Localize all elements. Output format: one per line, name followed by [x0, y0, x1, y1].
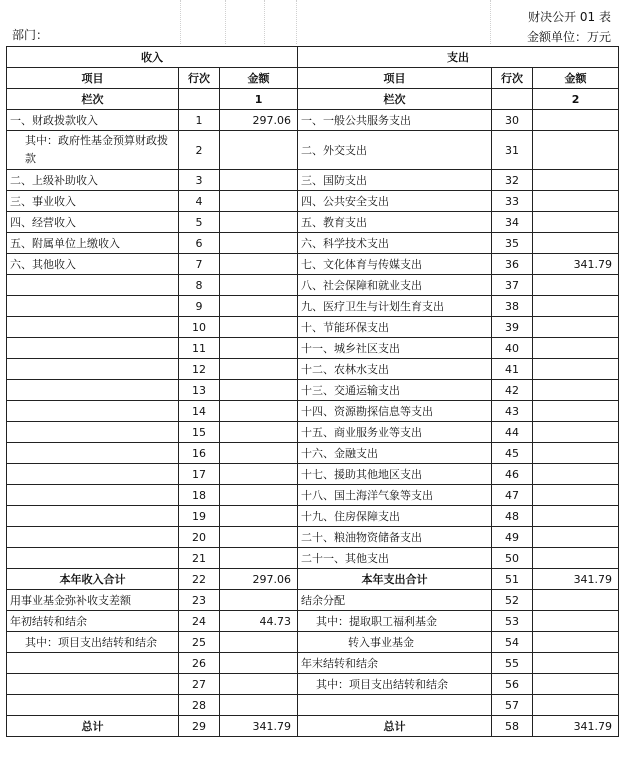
income-item-cell [7, 296, 179, 317]
income-row-cell: 24 [179, 611, 220, 632]
income-row-cell: 26 [179, 653, 220, 674]
expense-item-cell: 十三、交通运输支出 [298, 380, 492, 401]
income-item-cell: 一、财政拨款收入 [7, 110, 179, 131]
income-amount-cell [220, 275, 298, 296]
expense-amount-cell [533, 506, 619, 527]
expense-item-cell: 其中：项目支出结转和结余 [298, 674, 492, 695]
table-row [7, 443, 619, 464]
income-item-cell: 二、上级补助收入 [7, 170, 179, 191]
income-row-cell: 25 [179, 632, 220, 653]
expense-item-cell: 一、一般公共服务支出 [298, 110, 492, 131]
income-row-header: 行次 [179, 68, 220, 89]
table-row [7, 632, 619, 653]
expense-item-cell: 十五、商业服务业等支出 [298, 422, 492, 443]
grand-income-row: 29 [179, 716, 220, 737]
income-amount-cell [220, 380, 298, 401]
expense-amount-cell [533, 611, 619, 632]
expense-item-cell: 七、文化体育与传媒支出 [298, 254, 492, 275]
table-row [7, 359, 619, 380]
form-code: 财决公开 01 表 [528, 10, 611, 24]
expense-amount-cell [533, 653, 619, 674]
expense-item-cell: 十九、住房保障支出 [298, 506, 492, 527]
total-row [7, 569, 619, 590]
expense-item-cell: 九、医疗卫生与计划生育支出 [298, 296, 492, 317]
expense-item-cell: 其中：提取职工福利基金 [298, 611, 492, 632]
income-item-cell: 其中：项目支出结转和结余 [7, 632, 179, 653]
income-item-cell [7, 674, 179, 695]
table-row [7, 590, 619, 611]
income-row-cell: 7 [179, 254, 220, 275]
expense-item-cell: 十七、援助其他地区支出 [298, 464, 492, 485]
section-expense-header: 支出 [298, 47, 619, 68]
income-item-cell [7, 527, 179, 548]
total-expense-label: 本年支出合计 [298, 569, 492, 590]
expense-row-header: 行次 [492, 68, 533, 89]
income-amount-cell [220, 131, 298, 170]
expense-row-cell: 33 [492, 191, 533, 212]
income-amount-cell [220, 695, 298, 716]
income-amount-cell: 44.73 [220, 611, 298, 632]
table-row [7, 317, 619, 338]
expense-row-cell: 30 [492, 110, 533, 131]
expense-item-cell: 十一、城乡社区支出 [298, 338, 492, 359]
expense-amount-cell [533, 317, 619, 338]
expense-amount-cell [533, 464, 619, 485]
expense-item-cell: 五、教育支出 [298, 212, 492, 233]
grand-expense-label: 总计 [298, 716, 492, 737]
grand-expense-amount: 341.79 [533, 716, 619, 737]
table-row [7, 275, 619, 296]
total-expense-amount: 341.79 [533, 569, 619, 590]
expense-item-cell: 十、节能环保支出 [298, 317, 492, 338]
expense-row-cell: 55 [492, 653, 533, 674]
income-amount-cell [220, 632, 298, 653]
income-row-cell: 12 [179, 359, 220, 380]
table-row [7, 212, 619, 233]
expense-row-cell: 36 [492, 254, 533, 275]
expense-amount-cell [533, 695, 619, 716]
total-income-label: 本年收入合计 [7, 569, 179, 590]
income-item-cell: 用事业基金弥补收支差额 [7, 590, 179, 611]
income-row-cell: 20 [179, 527, 220, 548]
expense-amount-cell [533, 422, 619, 443]
expense-row-cell: 38 [492, 296, 533, 317]
income-row-cell: 8 [179, 275, 220, 296]
income-amount-cell [220, 296, 298, 317]
expense-item-cell: 二十、粮油物资储备支出 [298, 527, 492, 548]
expense-row-cell: 35 [492, 233, 533, 254]
total-income-row: 22 [179, 569, 220, 590]
expense-item-cell: 三、国防支出 [298, 170, 492, 191]
total-income-amount: 297.06 [220, 569, 298, 590]
table-row [7, 131, 619, 170]
grand-expense-row: 58 [492, 716, 533, 737]
expense-item-cell: 年末结转和结余 [298, 653, 492, 674]
income-item-cell: 年初结转和结余 [7, 611, 179, 632]
grid-line [490, 0, 491, 44]
income-row-cell: 2 [179, 131, 220, 170]
income-amount-cell [220, 254, 298, 275]
expense-row-cell: 52 [492, 590, 533, 611]
income-row-cell: 10 [179, 317, 220, 338]
table-row [7, 191, 619, 212]
expense-amount-cell [533, 170, 619, 191]
income-row-cell: 28 [179, 695, 220, 716]
income-item-cell [7, 485, 179, 506]
table-row [7, 695, 619, 716]
expense-row-cell: 44 [492, 422, 533, 443]
expense-amount-cell [533, 527, 619, 548]
total-expense-row: 51 [492, 569, 533, 590]
income-item-cell [7, 695, 179, 716]
expense-row-cell: 49 [492, 527, 533, 548]
income-row-cell: 6 [179, 233, 220, 254]
income-row-cell: 1 [179, 110, 220, 131]
income-amount-cell [220, 401, 298, 422]
table-row [7, 338, 619, 359]
income-item-header: 项目 [7, 68, 179, 89]
income-row-cell: 5 [179, 212, 220, 233]
income-item-cell [7, 338, 179, 359]
income-item-cell: 六、其他收入 [7, 254, 179, 275]
expense-amount-cell [533, 443, 619, 464]
expense-row-cell: 56 [492, 674, 533, 695]
expense-amount-cell [533, 338, 619, 359]
expense-amount-cell [533, 191, 619, 212]
income-amount-cell [220, 653, 298, 674]
expense-amount-cell [533, 233, 619, 254]
expense-item-cell: 十二、农林水支出 [298, 359, 492, 380]
expense-item-cell: 十六、金融支出 [298, 443, 492, 464]
grid-line [180, 0, 181, 44]
table-row [7, 233, 619, 254]
expense-amount-cell [533, 275, 619, 296]
expense-amount-cell [533, 548, 619, 569]
income-row-cell: 17 [179, 464, 220, 485]
expense-amount-cell [533, 485, 619, 506]
income-item-cell [7, 380, 179, 401]
expense-row-cell: 53 [492, 611, 533, 632]
expense-amount-cell [533, 359, 619, 380]
expense-item-cell [298, 695, 492, 716]
income-row-cell: 4 [179, 191, 220, 212]
grid-line [296, 0, 297, 44]
table-row [7, 548, 619, 569]
income-item-cell [7, 548, 179, 569]
income-row-cell: 21 [179, 548, 220, 569]
income-item-cell [7, 653, 179, 674]
table-row [7, 254, 619, 275]
expense-row-cell: 32 [492, 170, 533, 191]
expense-row-cell: 40 [492, 338, 533, 359]
expense-item-cell: 二、外交支出 [298, 131, 492, 170]
income-amount-cell [220, 212, 298, 233]
income-item-cell [7, 464, 179, 485]
expense-amount-cell [533, 212, 619, 233]
income-row-cell: 14 [179, 401, 220, 422]
table-row [7, 611, 619, 632]
expense-item-cell: 十四、资源勘探信息等支出 [298, 401, 492, 422]
expense-item-cell: 十八、国土海洋气象等支出 [298, 485, 492, 506]
expense-amount-cell [533, 380, 619, 401]
expense-item-cell: 二十一、其他支出 [298, 548, 492, 569]
table-row [7, 506, 619, 527]
income-amount-cell [220, 170, 298, 191]
expense-item-cell: 八、社会保障和就业支出 [298, 275, 492, 296]
expense-row-cell: 48 [492, 506, 533, 527]
income-row-cell: 27 [179, 674, 220, 695]
expense-seq-number: 2 [533, 89, 619, 110]
table-row [7, 674, 619, 695]
income-item-cell [7, 443, 179, 464]
expense-amount-cell [533, 131, 619, 170]
expense-amount-cell [533, 401, 619, 422]
section-income-header: 收入 [7, 47, 298, 68]
expense-item-cell: 转入事业基金 [298, 632, 492, 653]
income-item-cell: 其中：政府性基金预算财政拨款 [7, 131, 179, 170]
income-amount-header: 金额 [220, 68, 298, 89]
income-amount-cell [220, 590, 298, 611]
income-row-cell: 9 [179, 296, 220, 317]
grid-line [225, 0, 226, 44]
grand-income-label: 总计 [7, 716, 179, 737]
expense-row-cell: 43 [492, 401, 533, 422]
department-label: 部门： [12, 28, 49, 42]
table-row [7, 653, 619, 674]
income-item-cell: 四、经营收入 [7, 212, 179, 233]
table-row [7, 422, 619, 443]
expense-row-cell: 47 [492, 485, 533, 506]
income-amount-cell: 297.06 [220, 110, 298, 131]
income-item-cell [7, 359, 179, 380]
income-amount-cell [220, 485, 298, 506]
income-item-cell [7, 401, 179, 422]
income-amount-cell [220, 191, 298, 212]
expense-row-cell: 39 [492, 317, 533, 338]
grand-total-row [7, 716, 619, 737]
income-item-cell: 五、附属单位上缴收入 [7, 233, 179, 254]
expense-row-cell: 45 [492, 443, 533, 464]
income-row-cell: 16 [179, 443, 220, 464]
income-item-cell [7, 506, 179, 527]
income-row-cell: 3 [179, 170, 220, 191]
table-row [7, 170, 619, 191]
income-amount-cell [220, 443, 298, 464]
table-row [7, 464, 619, 485]
table-row [7, 485, 619, 506]
income-row-cell: 13 [179, 380, 220, 401]
expense-item-cell: 六、科学技术支出 [298, 233, 492, 254]
expense-row-cell: 41 [492, 359, 533, 380]
income-amount-cell [220, 464, 298, 485]
expense-amount-header: 金额 [533, 68, 619, 89]
seq-row [7, 89, 619, 110]
income-row-cell: 15 [179, 422, 220, 443]
income-row-cell: 19 [179, 506, 220, 527]
income-amount-cell [220, 422, 298, 443]
expense-seq-label: 栏次 [298, 89, 492, 110]
income-amount-cell [220, 359, 298, 380]
expense-row-cell: 42 [492, 380, 533, 401]
expense-row-cell: 31 [492, 131, 533, 170]
income-item-cell [7, 275, 179, 296]
income-amount-cell [220, 548, 298, 569]
expense-seq-blank [492, 89, 533, 110]
income-item-cell [7, 317, 179, 338]
income-item-cell [7, 422, 179, 443]
income-seq-number: 1 [220, 89, 298, 110]
expense-amount-cell [533, 632, 619, 653]
expense-amount-cell [533, 590, 619, 611]
table-row [7, 296, 619, 317]
expense-item-cell: 结余分配 [298, 590, 492, 611]
expense-row-cell: 34 [492, 212, 533, 233]
income-amount-cell [220, 527, 298, 548]
income-seq-blank [179, 89, 220, 110]
income-amount-cell [220, 338, 298, 359]
column-header-row [7, 68, 619, 89]
expense-amount-cell: 341.79 [533, 254, 619, 275]
table-row [7, 380, 619, 401]
expense-item-header: 项目 [298, 68, 492, 89]
finance-table [6, 46, 619, 737]
expense-amount-cell [533, 110, 619, 131]
expense-item-cell: 四、公共安全支出 [298, 191, 492, 212]
expense-amount-cell [533, 674, 619, 695]
expense-amount-cell [533, 296, 619, 317]
amount-unit-label: 金额单位：万元 [526, 30, 611, 44]
table-row [7, 401, 619, 422]
income-amount-cell [220, 317, 298, 338]
table-row [7, 527, 619, 548]
income-amount-cell [220, 674, 298, 695]
income-item-cell: 三、事业收入 [7, 191, 179, 212]
section-header-row [7, 47, 619, 68]
grand-income-amount: 341.79 [220, 716, 298, 737]
income-row-cell: 18 [179, 485, 220, 506]
expense-row-cell: 46 [492, 464, 533, 485]
expense-row-cell: 50 [492, 548, 533, 569]
income-amount-cell [220, 233, 298, 254]
expense-row-cell: 54 [492, 632, 533, 653]
expense-row-cell: 37 [492, 275, 533, 296]
grid-line [264, 0, 265, 44]
expense-row-cell: 57 [492, 695, 533, 716]
income-seq-label: 栏次 [7, 89, 179, 110]
income-row-cell: 23 [179, 590, 220, 611]
table-row [7, 110, 619, 131]
income-amount-cell [220, 506, 298, 527]
income-row-cell: 11 [179, 338, 220, 359]
